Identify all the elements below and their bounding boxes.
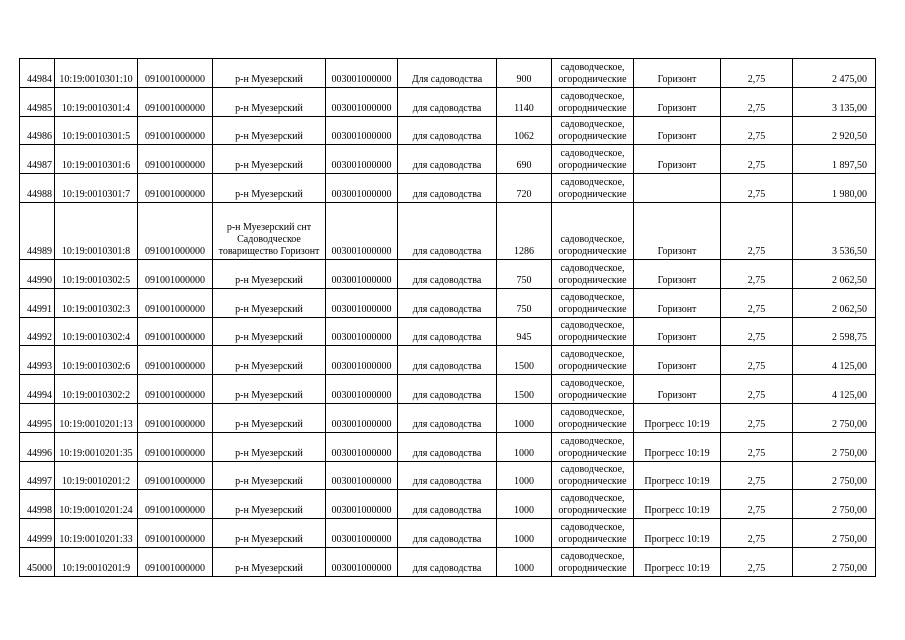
okato-code: 091001000000 bbox=[138, 490, 213, 519]
okato-code: 091001000000 bbox=[138, 461, 213, 490]
record-number: 44989 bbox=[20, 202, 55, 259]
okato-code: 091001000000 bbox=[138, 519, 213, 548]
cadastral-value: 2 062,50 bbox=[793, 259, 876, 288]
area: 1000 bbox=[497, 519, 552, 548]
table-row bbox=[20, 432, 876, 461]
land-category: садоводческое, огороднические bbox=[552, 519, 634, 548]
partnership-name: Горизонт bbox=[634, 259, 721, 288]
cadastral-value: 2 920,50 bbox=[793, 116, 876, 145]
oktmo-code: 003001000000 bbox=[326, 145, 398, 174]
partnership-name: Горизонт bbox=[634, 59, 721, 88]
okato-code: 091001000000 bbox=[138, 202, 213, 259]
partnership-name: Прогресс 10:19 bbox=[634, 432, 721, 461]
cadastral-number: 10:19:0010201:24 bbox=[55, 490, 138, 519]
specific-value: 2,75 bbox=[721, 317, 793, 346]
table-row bbox=[20, 490, 876, 519]
cadastral-value: 1 897,50 bbox=[793, 145, 876, 174]
oktmo-code: 003001000000 bbox=[326, 202, 398, 259]
land-category: садоводческое, огороднические bbox=[552, 116, 634, 145]
record-number: 44987 bbox=[20, 145, 55, 174]
address: р-н Муезерский bbox=[213, 403, 326, 432]
specific-value: 2,75 bbox=[721, 519, 793, 548]
area: 720 bbox=[497, 174, 552, 203]
okato-code: 091001000000 bbox=[138, 259, 213, 288]
cadastral-value: 2 062,50 bbox=[793, 288, 876, 317]
oktmo-code: 003001000000 bbox=[326, 259, 398, 288]
oktmo-code: 003001000000 bbox=[326, 116, 398, 145]
cadastral-number: 10:19:0010302:4 bbox=[55, 317, 138, 346]
table-row bbox=[20, 202, 876, 259]
okato-code: 091001000000 bbox=[138, 547, 213, 576]
record-number: 44991 bbox=[20, 288, 55, 317]
address: р-н Муезерский bbox=[213, 259, 326, 288]
table-row bbox=[20, 288, 876, 317]
cadastral-number: 10:19:0010301:10 bbox=[55, 59, 138, 88]
partnership-name: Горизонт bbox=[634, 288, 721, 317]
cadastral-number: 10:19:0010201:35 bbox=[55, 432, 138, 461]
cadastral-value: 2 750,00 bbox=[793, 490, 876, 519]
oktmo-code: 003001000000 bbox=[326, 490, 398, 519]
cadastral-value: 3 135,00 bbox=[793, 87, 876, 116]
record-number: 44995 bbox=[20, 403, 55, 432]
land-category: садоводческое, огороднические bbox=[552, 432, 634, 461]
record-number: 44996 bbox=[20, 432, 55, 461]
oktmo-code: 003001000000 bbox=[326, 432, 398, 461]
address: р-н Муезерский bbox=[213, 490, 326, 519]
land-category: садоводческое, огороднические bbox=[552, 288, 634, 317]
table-row bbox=[20, 375, 876, 404]
land-category: садоводческое, огороднические bbox=[552, 59, 634, 88]
specific-value: 2,75 bbox=[721, 145, 793, 174]
address: р-н Муезерский bbox=[213, 174, 326, 203]
specific-value: 2,75 bbox=[721, 202, 793, 259]
land-use: для садоводства bbox=[398, 116, 497, 145]
okato-code: 091001000000 bbox=[138, 346, 213, 375]
record-number: 44993 bbox=[20, 346, 55, 375]
table-row bbox=[20, 346, 876, 375]
okato-code: 091001000000 bbox=[138, 317, 213, 346]
address: р-н Муезерский bbox=[213, 519, 326, 548]
oktmo-code: 003001000000 bbox=[326, 317, 398, 346]
cadastral-value: 4 125,00 bbox=[793, 346, 876, 375]
area: 1500 bbox=[497, 375, 552, 404]
partnership-name: Горизонт bbox=[634, 145, 721, 174]
specific-value: 2,75 bbox=[721, 490, 793, 519]
land-category: садоводческое, огороднические bbox=[552, 403, 634, 432]
address: р-н Муезерский bbox=[213, 375, 326, 404]
cadastral-value: 3 536,50 bbox=[793, 202, 876, 259]
cadastral-number: 10:19:0010302:2 bbox=[55, 375, 138, 404]
cadastral-number: 10:19:0010302:6 bbox=[55, 346, 138, 375]
area: 945 bbox=[497, 317, 552, 346]
table-row bbox=[20, 87, 876, 116]
oktmo-code: 003001000000 bbox=[326, 547, 398, 576]
land-use: для садоводства bbox=[398, 403, 497, 432]
land-category: садоводческое, огороднические bbox=[552, 490, 634, 519]
area: 750 bbox=[497, 288, 552, 317]
oktmo-code: 003001000000 bbox=[326, 346, 398, 375]
land-use: для садоводства bbox=[398, 519, 497, 548]
oktmo-code: 003001000000 bbox=[326, 375, 398, 404]
okato-code: 091001000000 bbox=[138, 59, 213, 88]
table-row bbox=[20, 461, 876, 490]
okato-code: 091001000000 bbox=[138, 145, 213, 174]
cadastral-value: 4 125,00 bbox=[793, 375, 876, 404]
partnership-name: Прогресс 10:19 bbox=[634, 461, 721, 490]
cadastral-value: 2 598,75 bbox=[793, 317, 876, 346]
specific-value: 2,75 bbox=[721, 432, 793, 461]
oktmo-code: 003001000000 bbox=[326, 461, 398, 490]
land-use: для садоводства bbox=[398, 288, 497, 317]
land-category: садоводческое, огороднические bbox=[552, 202, 634, 259]
partnership-name: Горизонт bbox=[634, 87, 721, 116]
partnership-name: Горизонт bbox=[634, 116, 721, 145]
record-number: 44988 bbox=[20, 174, 55, 203]
cadastral-number: 10:19:0010302:5 bbox=[55, 259, 138, 288]
area: 1140 bbox=[497, 87, 552, 116]
oktmo-code: 003001000000 bbox=[326, 403, 398, 432]
partnership-name: Горизонт bbox=[634, 317, 721, 346]
land-use: для садоводства bbox=[398, 461, 497, 490]
table-row bbox=[20, 403, 876, 432]
address: р-н Муезерский bbox=[213, 288, 326, 317]
okato-code: 091001000000 bbox=[138, 116, 213, 145]
specific-value: 2,75 bbox=[721, 461, 793, 490]
land-category: садоводческое, огороднические bbox=[552, 346, 634, 375]
record-number: 44985 bbox=[20, 87, 55, 116]
cadastral-number: 10:19:0010301:7 bbox=[55, 174, 138, 203]
land-use: для садоводства bbox=[398, 317, 497, 346]
cadastral-number: 10:19:0010201:13 bbox=[55, 403, 138, 432]
partnership-name: Прогресс 10:19 bbox=[634, 547, 721, 576]
area: 690 bbox=[497, 145, 552, 174]
partnership-name: Прогресс 10:19 bbox=[634, 490, 721, 519]
address: р-н Муезерский bbox=[213, 547, 326, 576]
specific-value: 2,75 bbox=[721, 59, 793, 88]
address: р-н Муезерский bbox=[213, 116, 326, 145]
okato-code: 091001000000 bbox=[138, 403, 213, 432]
record-number: 44998 bbox=[20, 490, 55, 519]
okato-code: 091001000000 bbox=[138, 432, 213, 461]
specific-value: 2,75 bbox=[721, 174, 793, 203]
land-category: садоводческое, огороднические bbox=[552, 317, 634, 346]
area: 1286 bbox=[497, 202, 552, 259]
record-number: 44986 bbox=[20, 116, 55, 145]
record-number: 44990 bbox=[20, 259, 55, 288]
cadastral-number: 10:19:0010201:2 bbox=[55, 461, 138, 490]
address: р-н Муезерский снт Садоводческое товарищество Горизонт bbox=[213, 202, 326, 259]
oktmo-code: 003001000000 bbox=[326, 87, 398, 116]
record-number: 44997 bbox=[20, 461, 55, 490]
specific-value: 2,75 bbox=[721, 403, 793, 432]
address: р-н Муезерский bbox=[213, 145, 326, 174]
cadastral-number: 10:19:0010301:5 bbox=[55, 116, 138, 145]
land-category: садоводческое, огороднические bbox=[552, 87, 634, 116]
land-category: садоводческое, огороднические bbox=[552, 259, 634, 288]
area: 1000 bbox=[497, 403, 552, 432]
address: р-н Муезерский bbox=[213, 432, 326, 461]
area: 1000 bbox=[497, 490, 552, 519]
oktmo-code: 003001000000 bbox=[326, 288, 398, 317]
specific-value: 2,75 bbox=[721, 259, 793, 288]
land-use: для садоводства bbox=[398, 346, 497, 375]
cadastral-value: 2 750,00 bbox=[793, 461, 876, 490]
cadastral-value: 2 750,00 bbox=[793, 519, 876, 548]
record-number: 44992 bbox=[20, 317, 55, 346]
cadastral-number: 10:19:0010302:3 bbox=[55, 288, 138, 317]
okato-code: 091001000000 bbox=[138, 174, 213, 203]
record-number: 44994 bbox=[20, 375, 55, 404]
specific-value: 2,75 bbox=[721, 547, 793, 576]
land-use: для садоводства bbox=[398, 145, 497, 174]
oktmo-code: 003001000000 bbox=[326, 519, 398, 548]
cadastral-number: 10:19:0010301:4 bbox=[55, 87, 138, 116]
area: 1000 bbox=[497, 461, 552, 490]
cadastral-value: 2 750,00 bbox=[793, 547, 876, 576]
land-use: для садоводства bbox=[398, 547, 497, 576]
table-row bbox=[20, 145, 876, 174]
record-number: 45000 bbox=[20, 547, 55, 576]
okato-code: 091001000000 bbox=[138, 87, 213, 116]
address: р-н Муезерский bbox=[213, 317, 326, 346]
area: 1000 bbox=[497, 547, 552, 576]
table-row bbox=[20, 174, 876, 203]
land-use: для садоводства bbox=[398, 202, 497, 259]
oktmo-code: 003001000000 bbox=[326, 174, 398, 203]
partnership-name: Горизонт bbox=[634, 375, 721, 404]
cadastral-value: 2 750,00 bbox=[793, 403, 876, 432]
area: 1000 bbox=[497, 432, 552, 461]
partnership-name: Горизонт bbox=[634, 202, 721, 259]
table-row bbox=[20, 59, 876, 88]
address: р-н Муезерский bbox=[213, 461, 326, 490]
area: 1500 bbox=[497, 346, 552, 375]
land-use: для садоводства bbox=[398, 375, 497, 404]
land-use: для садоводства bbox=[398, 259, 497, 288]
area: 750 bbox=[497, 259, 552, 288]
land-category: садоводческое, огороднические bbox=[552, 375, 634, 404]
address: р-н Муезерский bbox=[213, 346, 326, 375]
specific-value: 2,75 bbox=[721, 375, 793, 404]
land-use: для садоводства bbox=[398, 174, 497, 203]
okato-code: 091001000000 bbox=[138, 288, 213, 317]
land-category: садоводческое, огороднические bbox=[552, 461, 634, 490]
address: р-н Муезерский bbox=[213, 87, 326, 116]
table-body bbox=[20, 59, 876, 577]
cadastral-value: 2 475,00 bbox=[793, 59, 876, 88]
land-category: садоводческое, огороднические bbox=[552, 547, 634, 576]
partnership-name: Прогресс 10:19 bbox=[634, 403, 721, 432]
land-category: садоводческое, огороднические bbox=[552, 145, 634, 174]
cadastral-value: 1 980,00 bbox=[793, 174, 876, 203]
table-row bbox=[20, 116, 876, 145]
cadastral-number: 10:19:0010301:8 bbox=[55, 202, 138, 259]
specific-value: 2,75 bbox=[721, 346, 793, 375]
partnership-name: Прогресс 10:19 bbox=[634, 519, 721, 548]
cadastral-value: 2 750,00 bbox=[793, 432, 876, 461]
address: р-н Муезерский bbox=[213, 59, 326, 88]
record-number: 44999 bbox=[20, 519, 55, 548]
area: 900 bbox=[497, 59, 552, 88]
record-number: 44984 bbox=[20, 59, 55, 88]
table-row bbox=[20, 259, 876, 288]
land-category: садоводческое, огороднические bbox=[552, 174, 634, 203]
table-row bbox=[20, 317, 876, 346]
cadastral-number: 10:19:0010201:9 bbox=[55, 547, 138, 576]
land-use: для садоводства bbox=[398, 87, 497, 116]
cadastral-number: 10:19:0010201:33 bbox=[55, 519, 138, 548]
oktmo-code: 003001000000 bbox=[326, 59, 398, 88]
partnership-name bbox=[634, 174, 721, 203]
okato-code: 091001000000 bbox=[138, 375, 213, 404]
table-row bbox=[20, 519, 876, 548]
land-use: Для садоводства bbox=[398, 59, 497, 88]
specific-value: 2,75 bbox=[721, 87, 793, 116]
land-use: для садоводства bbox=[398, 490, 497, 519]
area: 1062 bbox=[497, 116, 552, 145]
specific-value: 2,75 bbox=[721, 116, 793, 145]
cadastral-number: 10:19:0010301:6 bbox=[55, 145, 138, 174]
partnership-name: Горизонт bbox=[634, 346, 721, 375]
table-row bbox=[20, 547, 876, 576]
land-use: для садоводства bbox=[398, 432, 497, 461]
specific-value: 2,75 bbox=[721, 288, 793, 317]
land-plot-table bbox=[19, 58, 876, 577]
